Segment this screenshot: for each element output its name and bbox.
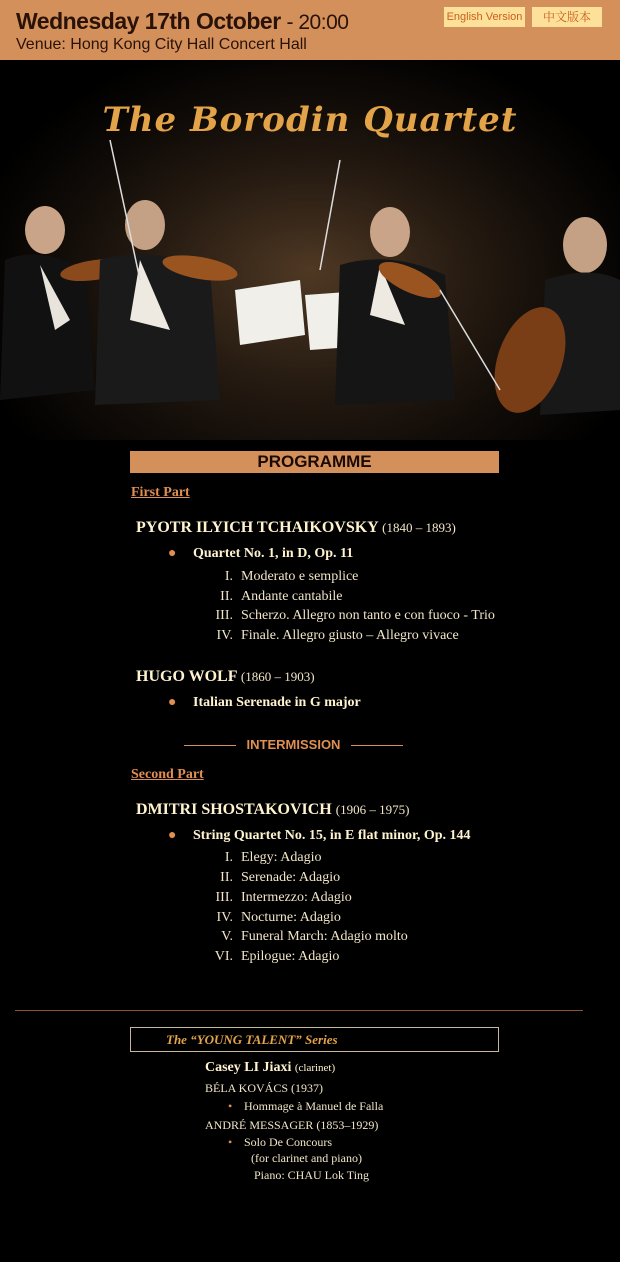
movement-title: Nocturne: Adagio xyxy=(241,910,341,925)
movement-item xyxy=(190,870,340,886)
young-talent-heading-box xyxy=(130,1027,499,1052)
event-date xyxy=(16,8,348,35)
bullet-icon: • xyxy=(228,1099,233,1113)
young-talent-heading: The “YOUNG TALENT” Series xyxy=(166,1032,338,1047)
event-header xyxy=(0,0,620,60)
chinese-version-button[interactable]: 中文版本 xyxy=(532,7,602,27)
movement-number: III. xyxy=(215,608,233,623)
movement-title: Epilogue: Adagio xyxy=(241,949,340,964)
movement-number: VI. xyxy=(214,949,233,964)
movement-item xyxy=(190,569,358,585)
movement-number: II. xyxy=(220,870,233,885)
yt-work-2-note: (for clarinet and piano) xyxy=(251,1151,362,1165)
work-title: Italian Serenade in G major xyxy=(193,695,361,710)
movement-number: III. xyxy=(215,890,233,905)
yt-piano: Piano: CHAU Lok Ting xyxy=(254,1168,370,1182)
intermission-divider xyxy=(184,737,403,755)
bullet-icon: • xyxy=(228,1135,233,1149)
performer-instrument: (clarinet) xyxy=(294,1062,336,1074)
movement-number: I. xyxy=(224,850,233,865)
movement-title: Elegy: Adagio xyxy=(241,850,322,865)
movement-title: Andante cantabile xyxy=(241,589,343,604)
yt-work-2 xyxy=(228,1135,332,1150)
bullet-icon: ● xyxy=(168,828,177,843)
divider-line xyxy=(351,745,403,746)
programme-heading: PROGRAMME xyxy=(130,451,499,473)
work-wolf-serenade xyxy=(168,695,361,711)
movement-title: Intermezzo: Adagio xyxy=(241,890,352,905)
bullet-icon: ● xyxy=(168,695,177,710)
work-title: Solo De Concours xyxy=(244,1135,332,1149)
event-time: - 20:00 xyxy=(286,11,349,34)
movement-title: Scherzo. Allegro non tanto e con fuoco - Trio xyxy=(241,608,495,623)
yt-work-1 xyxy=(228,1099,383,1114)
movement-title: Funeral March: Adagio molto xyxy=(241,929,408,944)
movement-number: I. xyxy=(224,569,233,584)
performer-name: Casey LI Jiaxi xyxy=(205,1060,292,1075)
composer-name: HUGO WOLF xyxy=(136,668,237,685)
work-shostakovich-quartet xyxy=(168,828,471,844)
composer-wolf xyxy=(136,668,315,686)
movement-item xyxy=(190,589,342,605)
composer-years: (1860 – 1903) xyxy=(240,669,315,684)
movement-item xyxy=(190,628,459,644)
composer-name: DMITRI SHOSTAKOVICH xyxy=(136,801,332,818)
movement-number: V. xyxy=(221,929,233,944)
work-title: Hommage à Manuel de Falla xyxy=(244,1099,384,1113)
composer-shostakovich xyxy=(136,801,409,819)
movement-item xyxy=(190,949,339,965)
work-title: Quartet No. 1, in D, Op. 11 xyxy=(193,546,354,561)
movement-number: IV. xyxy=(216,628,233,643)
event-venue: Venue: Hong Kong City Hall Concert Hall xyxy=(16,36,307,53)
second-part-label: Second Part xyxy=(131,767,204,782)
movement-item xyxy=(190,850,322,866)
movement-item xyxy=(190,890,352,906)
composer-years: (1906 – 1975) xyxy=(335,802,410,817)
performer xyxy=(205,1060,335,1076)
movement-title: Moderato e semplice xyxy=(241,569,359,584)
movement-item xyxy=(190,910,341,926)
movement-number: II. xyxy=(220,589,233,604)
movement-title: Finale. Allegro giusto – Allegro vivace xyxy=(241,628,459,643)
first-part-label: First Part xyxy=(131,485,190,500)
composer-name: PYOTR ILYICH TCHAIKOVSKY xyxy=(136,519,379,536)
yt-composer-2: ANDRÉ MESSAGER (1853–1929) xyxy=(205,1118,379,1132)
hero-banner xyxy=(0,60,620,440)
yt-composer-1: BÉLA KOVÁCS (1937) xyxy=(205,1081,324,1095)
movement-item xyxy=(190,608,495,624)
work-tchaikovsky-quartet xyxy=(168,546,353,562)
movement-item xyxy=(190,929,408,945)
movement-number: IV. xyxy=(216,910,233,925)
hero-title: The Borodin Quartet xyxy=(102,100,518,140)
movement-title: Serenade: Adagio xyxy=(241,870,341,885)
english-version-button[interactable]: English Version xyxy=(444,7,525,27)
work-title: String Quartet No. 15, in E flat minor, Op. 144 xyxy=(193,828,471,843)
composer-tchaikovsky xyxy=(136,519,456,537)
composer-years: (1840 – 1893) xyxy=(382,520,456,535)
event-date-text: Wednesday 17th October xyxy=(16,8,281,34)
section-divider xyxy=(15,1010,583,1011)
bullet-icon: ● xyxy=(168,546,177,561)
intermission-label: INTERMISSION xyxy=(246,737,341,752)
